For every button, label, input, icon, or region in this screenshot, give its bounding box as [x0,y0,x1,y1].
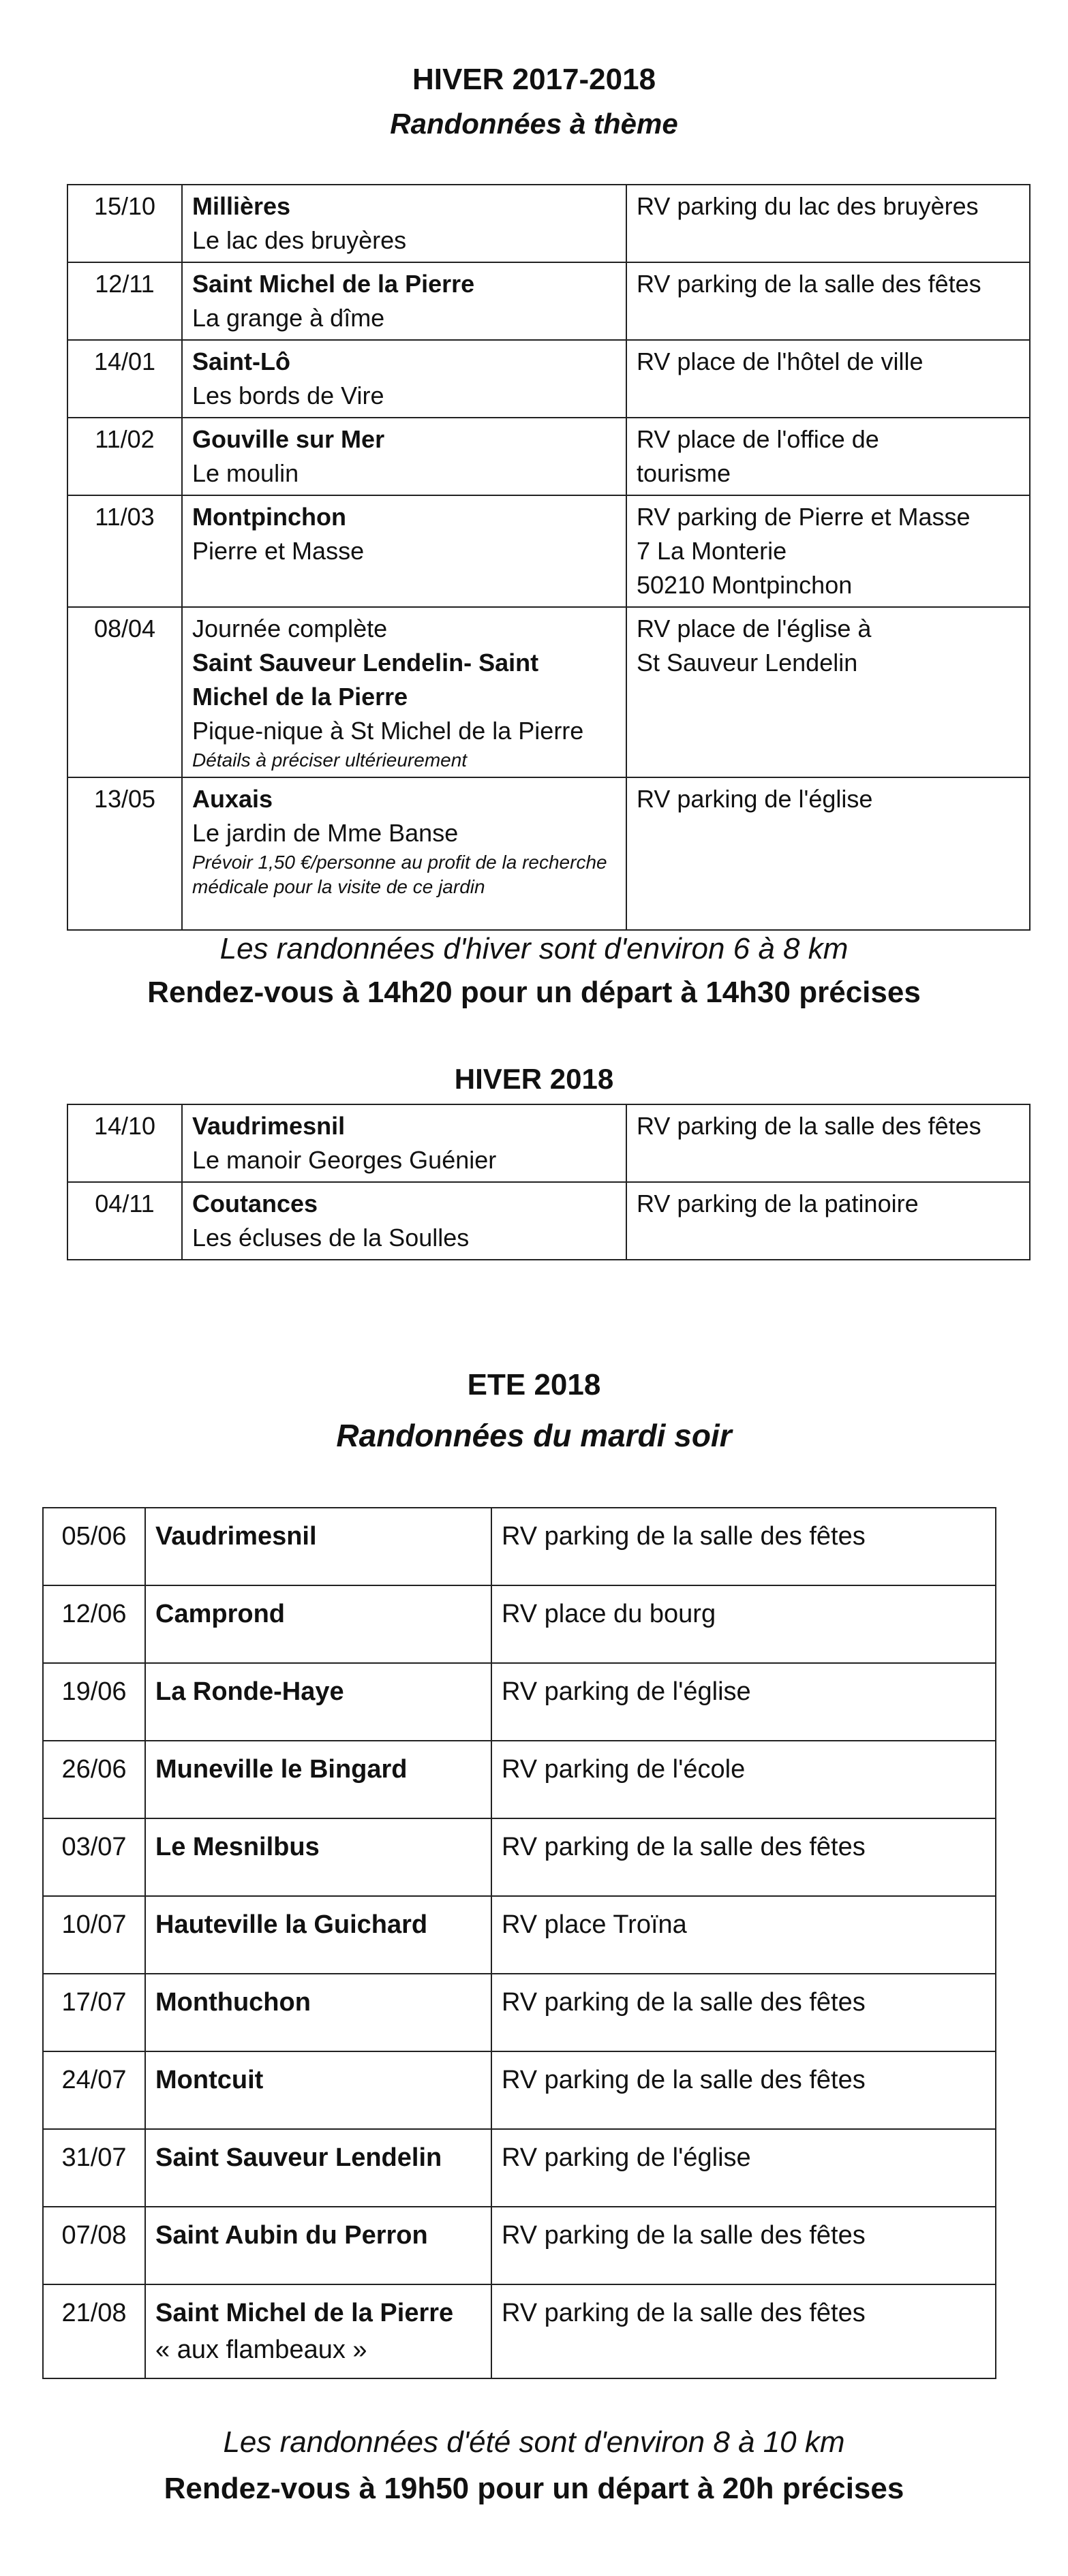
place-cell [145,2129,491,2207]
date-cell: 03/07 [43,1818,145,1896]
place-cell [145,1585,491,1663]
rv-cell [626,607,1030,777]
rv-cell: RV parking de la salle des fêtes [491,2284,996,2378]
table-row [67,340,1030,418]
rv-line: tourisme [637,459,731,487]
table-row [67,1104,1030,1182]
rv-cell: RV place du bourg [491,1585,996,1663]
place-cell [145,1741,491,1818]
place-cell [182,777,626,930]
rv-cell: RV parking de la salle des fêtes [626,1104,1030,1182]
rv-cell [626,418,1030,495]
date-cell: 21/08 [43,2284,145,2378]
rv-cell: RV parking de l'église [491,1663,996,1741]
place-cell [182,495,626,607]
rv-cell [626,185,1030,262]
place-name: Saint-Lô [192,347,290,375]
rv-line: RV parking de l'église [637,785,873,813]
place-cell [145,1508,491,1585]
place-name: Saint Sauveur Lendelin- Saint Michel de la Pierre [192,649,539,711]
table-row [67,185,1030,262]
place-name: Gouville sur Mer [192,425,385,453]
table-row [43,1896,996,1974]
place-name: Auxais [192,785,273,813]
rv-cell: RV parking de la salle des fêtes [491,2051,996,2129]
place-name: Montcuit [155,2066,264,2094]
place-cell [182,262,626,340]
rv-line: 50210 Montpinchon [637,571,853,599]
rv-cell [626,262,1030,340]
place-cell [145,1974,491,2051]
place-note: Prévoir 1,50 €/personne au profit de la recherche médicale pour la visite de ce jardin [192,852,607,897]
place-cell [145,1663,491,1741]
date-cell: 26/06 [43,1741,145,1818]
winter-title: HIVER 2017-2018 [412,63,656,96]
rv-line: RV parking de Pierre et Masse [637,503,971,531]
table-row [43,1663,996,1741]
date-cell: 07/08 [43,2207,145,2284]
table-row [67,418,1030,495]
rv-cell: RV parking de la salle des fêtes [491,1818,996,1896]
rv-line: RV place de l'église à [637,615,872,642]
place-detail: Les écluses de la Soulles [192,1224,470,1252]
place-name: Saint Michel de la Pierre [155,2299,454,2327]
table-row [43,2207,996,2284]
rv-cell: RV place Troïna [491,1896,996,1974]
rv-line: St Sauveur Lendelin [637,649,858,677]
table-row [67,495,1030,607]
place-detail: Le manoir Georges Guénier [192,1146,497,1174]
date-cell: 11/02 [67,418,182,495]
place-name: Saint Sauveur Lendelin [155,2143,442,2172]
place-name: Millières [192,192,291,220]
table-row [43,1741,996,1818]
place-detail: « aux flambeaux » [155,2336,367,2364]
date-cell: 10/07 [43,1896,145,1974]
place-name: Vaudrimesnil [155,1522,317,1551]
table-row [67,777,1030,930]
place-cell [182,1104,626,1182]
rv-cell: RV parking de la salle des fêtes [491,1974,996,2051]
table-row [43,2051,996,2129]
place-name: Camprond [155,1600,285,1628]
rv-line: RV place de l'hôtel de ville [637,347,924,375]
date-cell: 19/06 [43,1663,145,1741]
rv-cell: RV parking de l'école [491,1741,996,1818]
date-cell: 04/11 [67,1182,182,1260]
table-row [43,2284,996,2378]
place-detail: Pierre et Masse [192,537,365,565]
place-cell [145,2051,491,2129]
place-detail: Pique-nique à St Michel de la Pierre [192,717,584,745]
winter2018-table [67,1104,1031,1260]
date-cell: 14/01 [67,340,182,418]
rv-cell: RV parking de la salle des fêtes [491,2207,996,2284]
date-cell: 15/10 [67,185,182,262]
place-name: La Ronde-Haye [155,1677,344,1706]
place-name: Montpinchon [192,503,346,531]
rv-line: RV place de l'office de [637,425,879,453]
place-detail: Les bords de Vire [192,382,384,409]
winter-table [67,184,1031,931]
place-name: Hauteville la Guichard [155,1910,428,1939]
rv-cell [626,340,1030,418]
table-row [43,1818,996,1896]
place-prefix: Journée complète [192,615,388,642]
place-cell [182,607,626,777]
date-cell: 05/06 [43,1508,145,1585]
place-name: Muneville le Bingard [155,1755,408,1784]
date-cell: 12/11 [67,262,182,340]
place-cell [182,418,626,495]
place-name: Saint Aubin du Perron [155,2221,428,2250]
date-cell: 08/04 [67,607,182,777]
rv-cell [626,777,1030,930]
place-cell [182,340,626,418]
place-name: Monthuchon [155,1988,311,2017]
table-row [43,2129,996,2207]
rv-line: 7 La Monterie [637,537,787,565]
winter2018-title: HIVER 2018 [454,1063,614,1095]
date-cell: 12/06 [43,1585,145,1663]
date-cell: 14/10 [67,1104,182,1182]
place-name: Le Mesnilbus [155,1833,320,1861]
place-note: Détails à préciser ultérieurement [192,749,468,771]
date-cell: 17/07 [43,1974,145,2051]
date-cell: 24/07 [43,2051,145,2129]
place-name: Saint Michel de la Pierre [192,270,475,298]
place-cell [145,1818,491,1896]
rv-cell: RV parking de la salle des fêtes [491,1508,996,1585]
summer-rdv-note: Rendez-vous à 19h50 pour un départ à 20h précises [164,2472,904,2505]
rv-line: RV parking du lac des bruyères [637,192,979,220]
summer-subtitle: Randonnées du mardi soir [336,1418,732,1453]
summer-title: ETE 2018 [467,1368,601,1401]
place-name: Coutances [192,1190,318,1217]
place-cell [145,2284,491,2378]
place-cell [182,185,626,262]
place-cell [145,2207,491,2284]
rv-cell: RV parking de la patinoire [626,1182,1030,1260]
date-cell: 13/05 [67,777,182,930]
summer-distance-note: Les randonnées d'été sont d'environ 8 à 10 km [223,2425,845,2459]
place-cell [145,1896,491,1974]
table-row [67,1182,1030,1260]
rv-cell: RV parking de l'église [491,2129,996,2207]
table-row [67,607,1030,777]
rv-cell [626,495,1030,607]
place-detail: La grange à dîme [192,304,385,332]
place-detail: Le jardin de Mme Banse [192,819,459,847]
date-cell: 11/03 [67,495,182,607]
rv-line: RV parking de la salle des fêtes [637,270,981,298]
place-detail: Le lac des bruyères [192,226,407,254]
place-cell [182,1182,626,1260]
table-row [43,1585,996,1663]
date-cell: 31/07 [43,2129,145,2207]
table-row [43,1974,996,2051]
winter-distance-note: Les randonnées d'hiver sont d'environ 6 à 8 km [219,932,849,965]
table-row [67,262,1030,340]
summer-table [42,1507,996,2379]
winter-rdv-note: Rendez-vous à 14h20 pour un départ à 14h30 précises [147,976,921,1009]
table-row [43,1508,996,1585]
winter-subtitle: Randonnées à thème [390,108,678,140]
place-name: Vaudrimesnil [192,1112,346,1140]
place-detail: Le moulin [192,459,299,487]
